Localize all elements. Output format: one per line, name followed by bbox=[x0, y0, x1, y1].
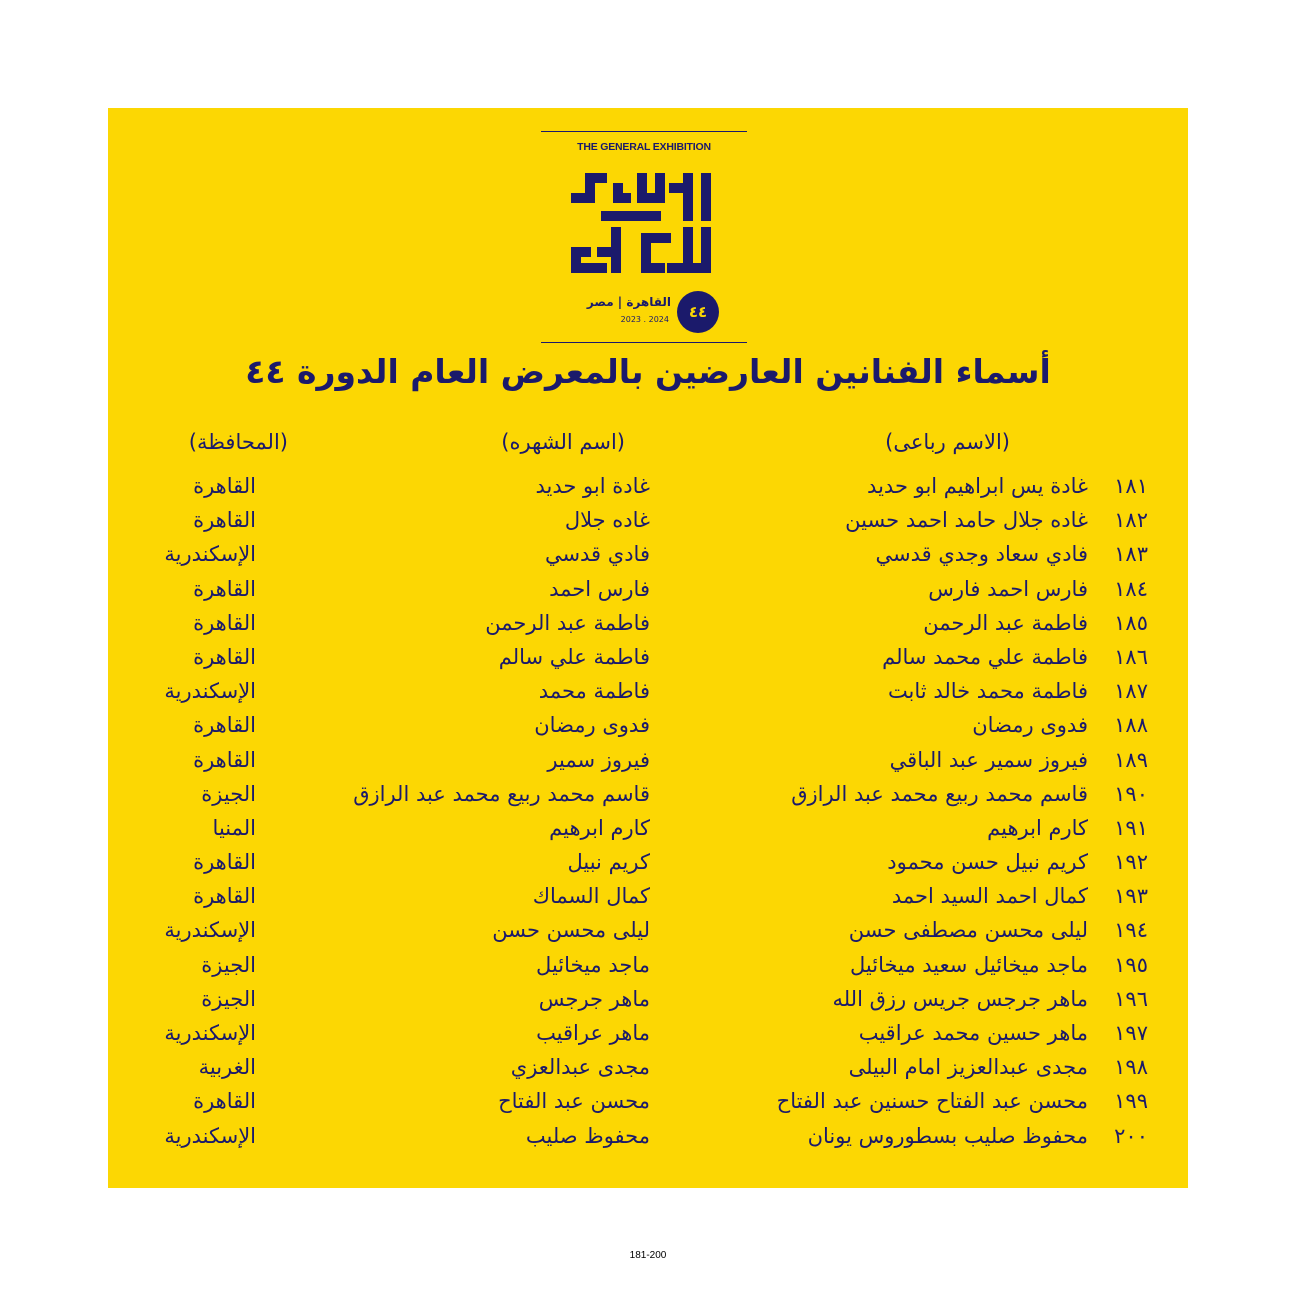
fame-name: فيروز سمير bbox=[547, 747, 650, 772]
full-name: ليلى محسن مصطفى حسن bbox=[848, 918, 1088, 943]
row-number: ١٩٨ bbox=[1114, 1055, 1148, 1080]
page-number: 181-200 bbox=[629, 1250, 667, 1261]
artist-row bbox=[108, 469, 1188, 503]
row-number: ٢٠٠ bbox=[1114, 1123, 1148, 1148]
row-number: ١٨٧ bbox=[1114, 679, 1148, 704]
row-number: ١٩٤ bbox=[1114, 918, 1148, 943]
full-name: ماهر جرجس جريس رزق الله bbox=[832, 986, 1088, 1011]
fame-name: كمال السماك bbox=[532, 884, 650, 909]
governorate: القاهرة bbox=[193, 644, 256, 669]
governorate: القاهرة bbox=[193, 610, 256, 635]
page-title: أسماء الفنانين العارضين بالمعرض العام الدورة ٤٤ bbox=[245, 352, 1051, 391]
row-number: ١٨٤ bbox=[1114, 576, 1148, 601]
full-name: فاطمة علي محمد سالم bbox=[882, 644, 1088, 669]
row-number: ١٨٨ bbox=[1114, 713, 1148, 738]
full-name: كارم ابرهيم bbox=[987, 815, 1088, 840]
artist-row bbox=[108, 1050, 1188, 1084]
governorate: الإسكندرية bbox=[164, 1021, 256, 1045]
fame-name: فاطمة علي سالم bbox=[498, 644, 650, 669]
governorate: الإسكندرية bbox=[164, 918, 256, 943]
fame-name: فاطمة عبد الرحمن bbox=[485, 610, 650, 635]
artist-row bbox=[108, 1084, 1188, 1118]
kufic-logo-mark bbox=[571, 173, 717, 273]
artist-row bbox=[108, 982, 1188, 1016]
logo-city: القاهرة | مصر bbox=[586, 295, 671, 309]
header-full-name: (الاسم رباعى) bbox=[885, 430, 1010, 454]
artist-row bbox=[108, 879, 1188, 913]
fame-name: ماجد ميخائيل bbox=[536, 952, 650, 977]
governorate: المنيا bbox=[212, 815, 256, 840]
full-name: مجدى عبدالعزيز امام البيلى bbox=[848, 1055, 1088, 1080]
row-number: ١٨٩ bbox=[1114, 747, 1148, 772]
logo-years: 2023 . 2024 bbox=[620, 315, 669, 324]
row-number: ١٩٦ bbox=[1114, 986, 1148, 1011]
fame-name: كارم ابرهيم bbox=[549, 815, 650, 840]
full-name: فدوى رمضان bbox=[972, 713, 1088, 738]
artist-row bbox=[108, 640, 1188, 674]
fame-name: ماهر عراقيب bbox=[536, 1021, 650, 1045]
governorate: القاهرة bbox=[193, 474, 256, 498]
artist-row bbox=[108, 674, 1188, 708]
artist-row bbox=[108, 537, 1188, 571]
fame-name: فارس احمد bbox=[549, 576, 650, 601]
row-number: ١٨٣ bbox=[1114, 542, 1148, 567]
artist-row bbox=[108, 777, 1188, 811]
governorate: الإسكندرية bbox=[164, 542, 256, 567]
governorate: القاهرة bbox=[193, 850, 256, 875]
row-number: ١٩٠ bbox=[1114, 781, 1148, 806]
fame-name: فادي قدسي bbox=[544, 542, 650, 567]
full-name: ماهر حسين محمد عراقيب bbox=[858, 1021, 1088, 1045]
row-number: ١٨٦ bbox=[1114, 644, 1148, 669]
fame-name: محسن عبد الفتاح bbox=[498, 1089, 650, 1114]
fame-name: قاسم محمد ربيع محمد عبد الرازق bbox=[353, 781, 650, 806]
full-name: فاطمة محمد خالد ثابت bbox=[887, 679, 1088, 704]
full-name: كريم نبيل حسن محمود bbox=[887, 850, 1088, 875]
fame-name: ماهر جرجس bbox=[538, 986, 650, 1011]
row-number: ١٩٥ bbox=[1114, 952, 1148, 977]
fame-name: غاده جلال bbox=[564, 508, 650, 533]
full-name: غادة يس ابراهيم ابو حديد bbox=[867, 474, 1088, 498]
governorate: الإسكندرية bbox=[164, 679, 256, 704]
governorate: القاهرة bbox=[193, 747, 256, 772]
governorate: الإسكندرية bbox=[164, 1123, 256, 1148]
artist-row bbox=[108, 743, 1188, 777]
logo-english-title: THE GENERAL EXHIBITION bbox=[577, 141, 711, 153]
governorate: القاهرة bbox=[193, 884, 256, 909]
logo-bottom-rule bbox=[541, 342, 747, 343]
artist-row bbox=[108, 811, 1188, 845]
governorate: القاهرة bbox=[193, 576, 256, 601]
full-name: قاسم محمد ربيع محمد عبد الرازق bbox=[791, 781, 1088, 806]
row-number: ١٩٧ bbox=[1114, 1021, 1148, 1045]
full-name: فيروز سمير عبد الباقي bbox=[889, 747, 1088, 772]
row-number: ١٩١ bbox=[1114, 815, 1148, 840]
artist-row bbox=[108, 708, 1188, 742]
row-number: ١٩٢ bbox=[1114, 850, 1148, 875]
header-governorate: (المحافظة) bbox=[188, 430, 288, 454]
artist-row bbox=[108, 503, 1188, 537]
exhibition-logo bbox=[541, 131, 747, 343]
full-name: فادي سعاد وجدي قدسي bbox=[875, 542, 1088, 567]
artist-row bbox=[108, 1016, 1188, 1050]
full-name: كمال احمد السيد احمد bbox=[891, 884, 1088, 909]
artist-row bbox=[108, 845, 1188, 879]
fame-name: محفوظ صليب bbox=[525, 1123, 650, 1148]
full-name: ماجد ميخائيل سعيد ميخائيل bbox=[849, 952, 1088, 977]
fame-name: فاطمة محمد bbox=[538, 679, 650, 704]
artist-row bbox=[108, 948, 1188, 982]
exhibition-panel bbox=[108, 108, 1188, 1188]
full-name: محسن عبد الفتاح حسنين عبد الفتاح bbox=[776, 1089, 1088, 1114]
full-name: فاطمة عبد الرحمن bbox=[923, 610, 1088, 635]
row-number: ١٩٩ bbox=[1114, 1089, 1148, 1114]
full-name: غاده جلال حامد احمد حسين bbox=[845, 508, 1088, 533]
row-number: ١٨٢ bbox=[1114, 508, 1148, 533]
governorate: الغربية bbox=[198, 1055, 256, 1080]
full-name: محفوظ صليب بسطوروس يونان bbox=[807, 1123, 1088, 1148]
fame-name: مجدى عبدالعزي bbox=[510, 1055, 650, 1080]
row-number: ١٩٣ bbox=[1114, 884, 1148, 909]
governorate: الجيزة bbox=[201, 986, 256, 1011]
artist-row bbox=[108, 572, 1188, 606]
row-number: ١٨٥ bbox=[1114, 610, 1148, 635]
artist-row bbox=[108, 606, 1188, 640]
full-name: فارس احمد فارس bbox=[928, 576, 1088, 601]
artists-list bbox=[108, 469, 1188, 1153]
governorate: القاهرة bbox=[193, 508, 256, 533]
fame-name: فدوى رمضان bbox=[534, 713, 650, 738]
row-number: ١٨١ bbox=[1114, 474, 1148, 498]
fame-name: ليلى محسن حسن bbox=[492, 918, 650, 943]
logo-top-rule bbox=[541, 131, 747, 132]
governorate: الجيزة bbox=[201, 952, 256, 977]
governorate: القاهرة bbox=[193, 713, 256, 738]
governorate: الجيزة bbox=[201, 781, 256, 806]
fame-name: كريم نبيل bbox=[567, 850, 650, 875]
header-fame-name: (اسم الشهره) bbox=[501, 430, 625, 454]
artist-row bbox=[108, 1119, 1188, 1153]
edition-badge: ٤٤ bbox=[677, 291, 719, 333]
artist-row bbox=[108, 913, 1188, 947]
governorate: القاهرة bbox=[193, 1089, 256, 1114]
fame-name: غادة ابو حديد bbox=[535, 474, 650, 498]
